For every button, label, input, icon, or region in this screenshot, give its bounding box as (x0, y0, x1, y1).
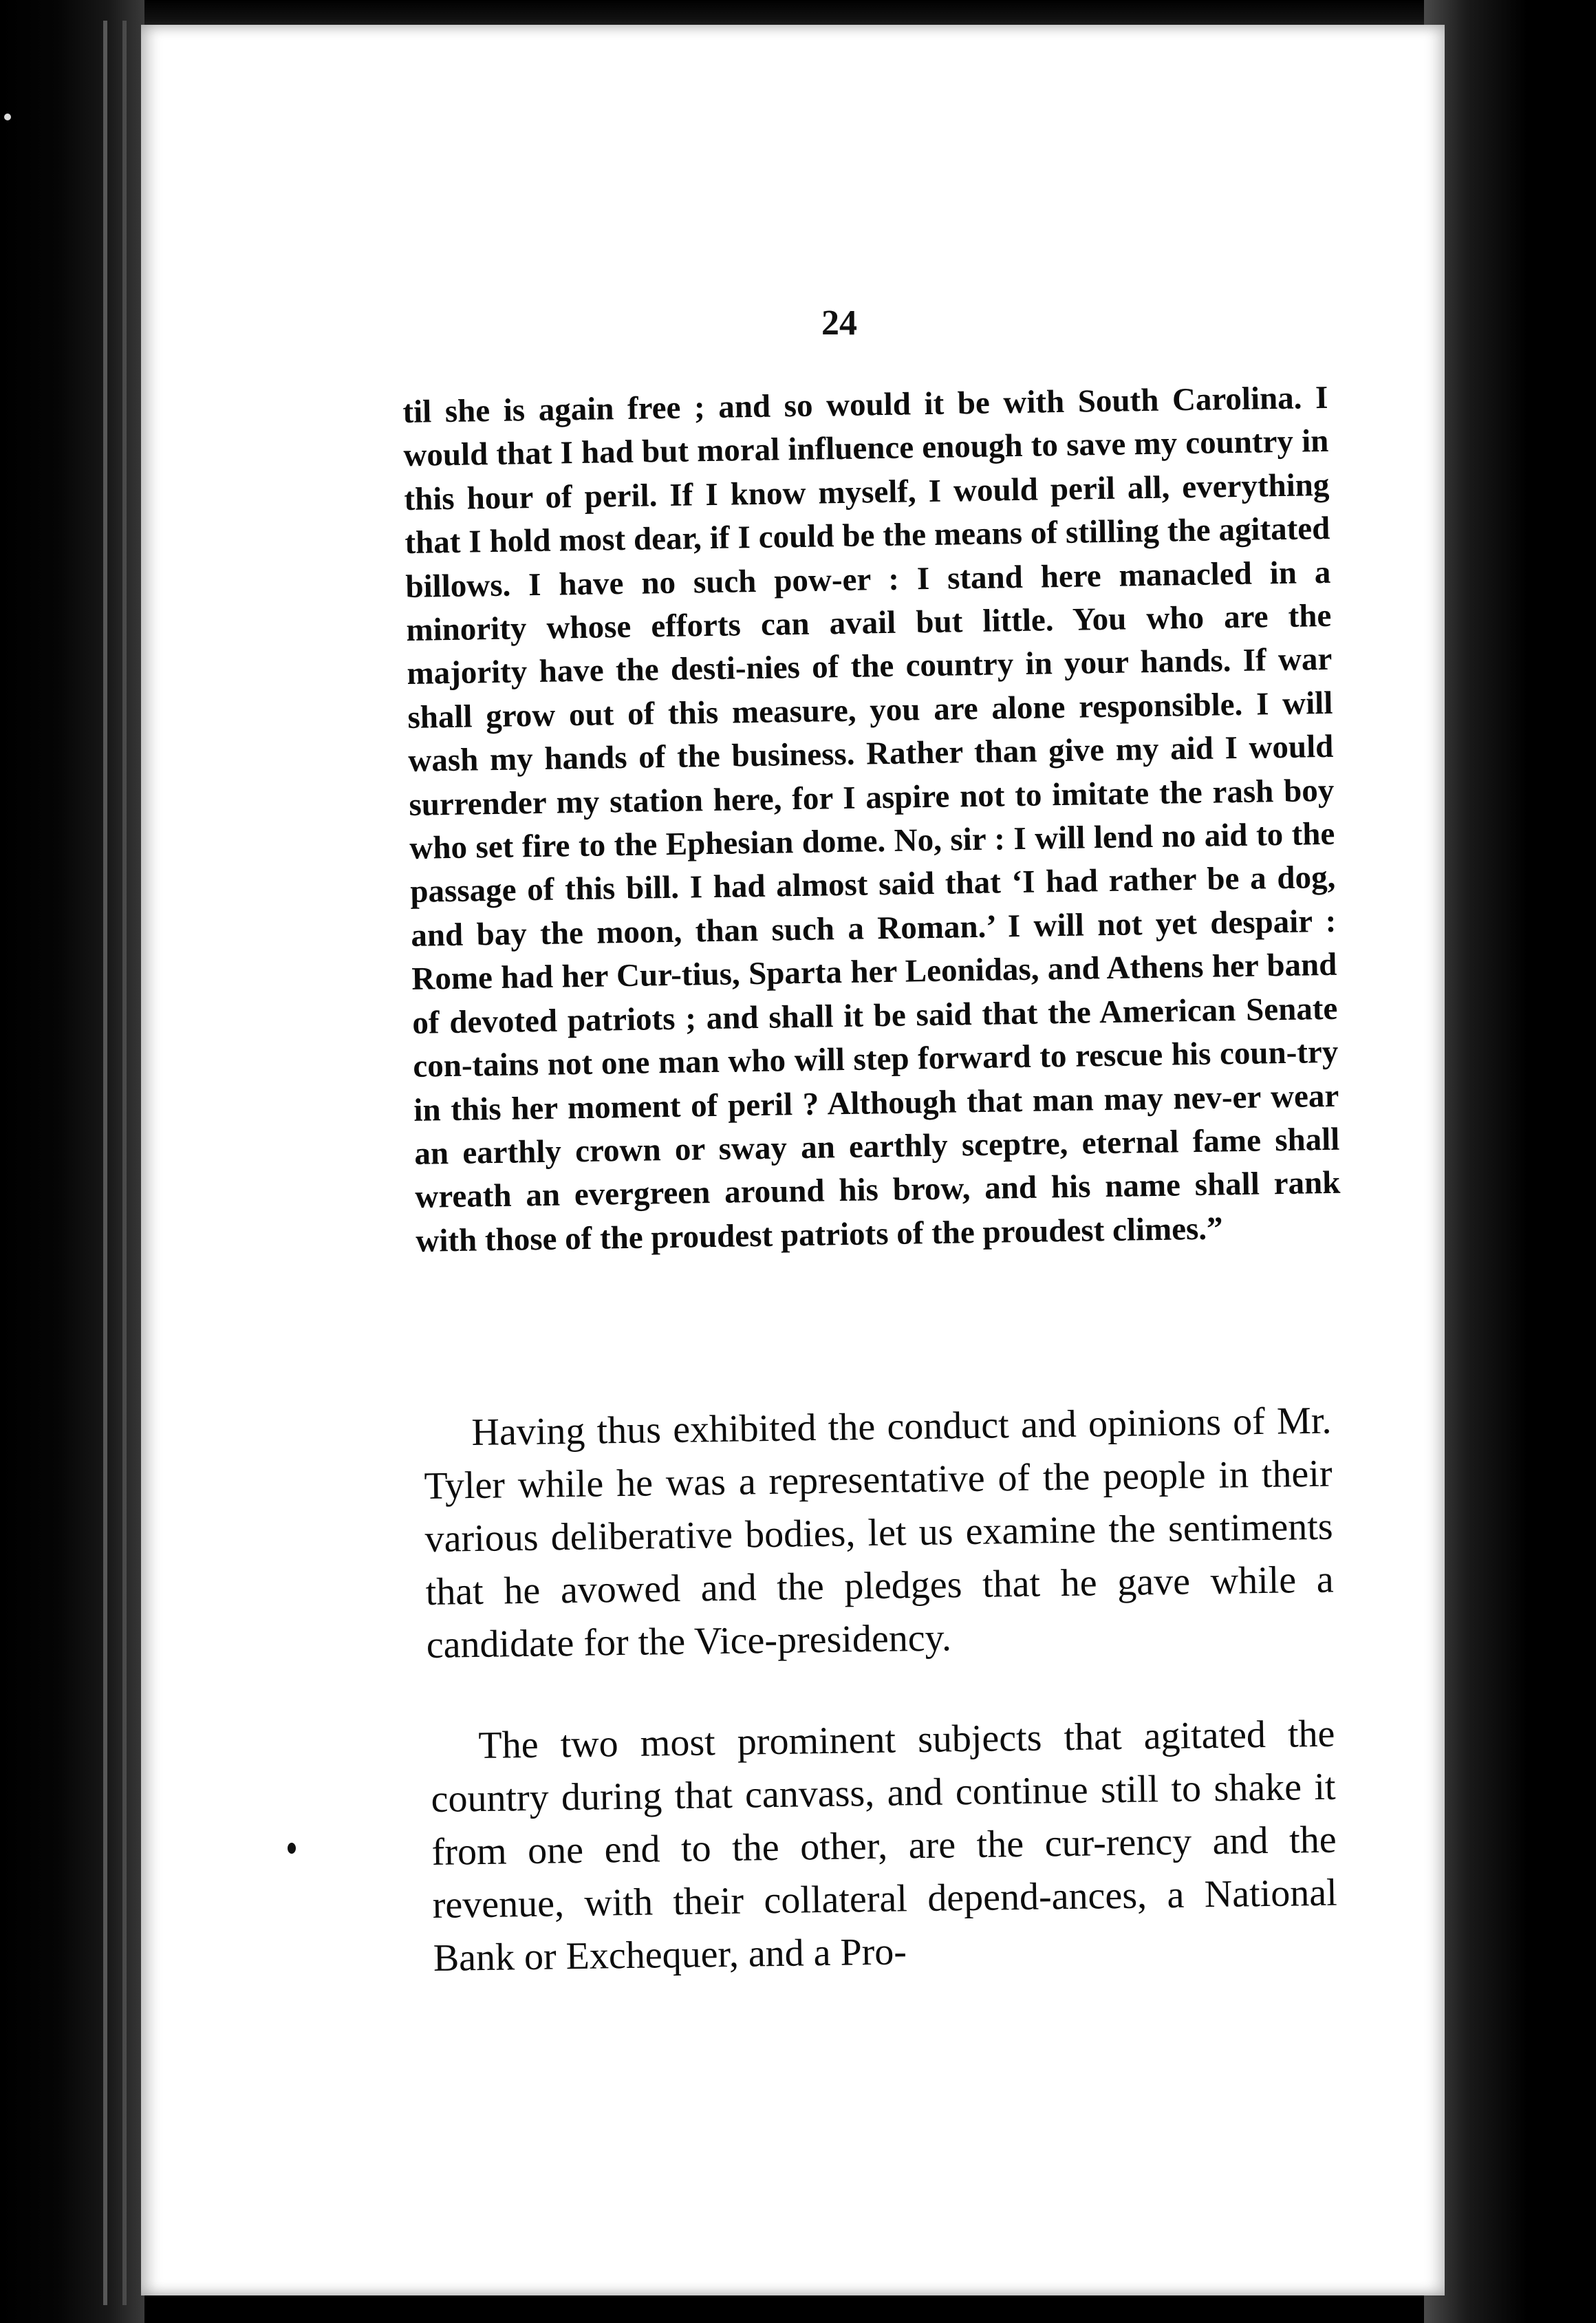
ink-speck (288, 1843, 296, 1854)
body-paragraph-1: Having thus exhibited the conduct and opinions of Mr. Tyler while he was a representative of the people in their various deliberative bodies, let us examine the sentiments that he avowed and the pledges that he gave while a candidate for the Vice-presidency. (424, 1399, 1335, 1667)
dust-speck (4, 114, 11, 120)
page-number: 24 (821, 303, 857, 343)
body-paragraph-2: The two most prominent subjects that agitated the country during that canvass, and continue still to shake it from one end to the other, are the cur-rency and the revenue, with their collateral depend-ances, a National Bank or Exchequer, and a Pro- (431, 1712, 1338, 1980)
binding-streak (103, 21, 107, 2305)
binding-streak (122, 21, 127, 2305)
scanner-border-right (1424, 0, 1596, 2323)
scanner-border-top (0, 0, 1596, 28)
quoted-speech: til she is again free ; and so would it be with South Carolina. I would that I had but moral influence enough to save my country in this hour of peril. If I know myself, I would peril all, everything that I hold most dear, if I could be the means of stilling the agitated billows. I have no such pow-er : I stand here manacled in a minority whose efforts can avail but little. You who are the majority have the desti-nies of the country in your hands. If war shall grow out of this measure, you are alone responsible. I will wash my hands of the business. Rather than give my aid I would surrender my station here, for I aspire not to imitate the rash boy who set fire to the Ephesian dome. No, sir : I will lend no aid to the passage of this bill. I had almost said that ‘I had rather be a dog, and bay the moon, than such a Roman.’ I will not yet despair : Rome had her Cur-tius, Sparta her Leonidas, and Athens her band of devoted patriots ; and shall it be said that the American Senate con-tains not one man who will step forward to rescue his coun-try in this her moment of peril ? Although that man may nev-er wear an earthly crown or sway an earthly sceptre, eternal fame shall wreath an evergreen around his brow, and his name shall rank with those of the proudest patriots of the proudest climes.” (402, 379, 1341, 1259)
